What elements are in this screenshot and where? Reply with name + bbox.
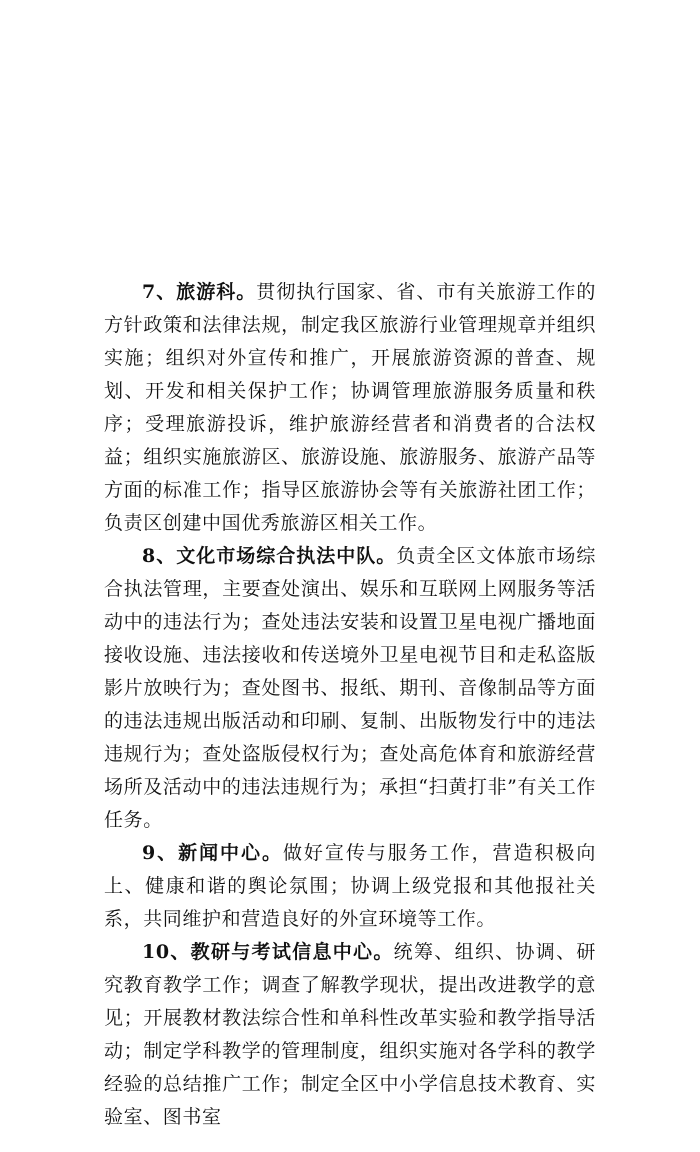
paragraph-text: 贯彻执行国家、省、市有关旅游工作的方针政策和法律法规，制定我区旅游行业管理规章并组织实施；组织对外宣传和推广，开展旅游资源的普查、规划、开发和相关保护工作；协调管理旅游服务质量和秩序；受理旅游投诉，维护旅游经营者和消费者的合法权益；组织实施旅游区、旅游设施、旅游服务、旅游产品等方面的标准工作；指导区旅游协会等有关旅游社团工作；负责区创建中国优秀旅游区相关工作。 — [104, 281, 597, 534]
paragraph-text: 统筹、组织、协调、研究教育教学工作；调查了解教学现状，提出改进教学的意见；开展教材教法综合性和单科性改革实验和教学指导活动；制定学科教学的管理制度，组织实施对各学科的教学经验的总结推广工作；制定全区中小学信息技术教育、实验室、图书室 — [104, 941, 596, 1128]
document-body — [104, 276, 596, 1134]
paragraph-heading: 9、新闻中心。 — [142, 842, 283, 864]
paragraph-news-center — [104, 837, 596, 936]
paragraph-heading: 7、旅游科。 — [142, 281, 257, 303]
paragraph-text: 做好宣传与服务工作，营造积极向上、健康和谐的舆论氛围；协调上级党报和其他报社关系，共同维护和营造良好的外宣环境等工作。 — [104, 842, 596, 930]
paragraph-heading: 10、教研与考试信息中心。 — [142, 941, 394, 963]
paragraph-text: 负责全区文体旅市场综合执法管理，主要查处演出、娱乐和互联网上网服务等活动中的违法行为；查处违法安装和设置卫星电视广播地面接收设施、违法接收和传送境外卫星电视节目和走私盗版影片放映行为；查处图书、报纸、期刊、音像制品等方面的违法违规出版活动和印刷、复制、出版物发行中的违法违规行为；查处盗版侵权行为；查处高危体育和旅游经营场所及活动中的违法违规行为；承担“扫黄打非”有关工作任务。 — [104, 545, 596, 831]
paragraph-cultural-market-enforcement — [104, 540, 596, 837]
paragraph-heading: 8、文化市场综合执法中队。 — [142, 545, 397, 567]
paragraph-teaching-research-center — [104, 936, 596, 1134]
paragraph-tourism-section — [104, 276, 596, 540]
